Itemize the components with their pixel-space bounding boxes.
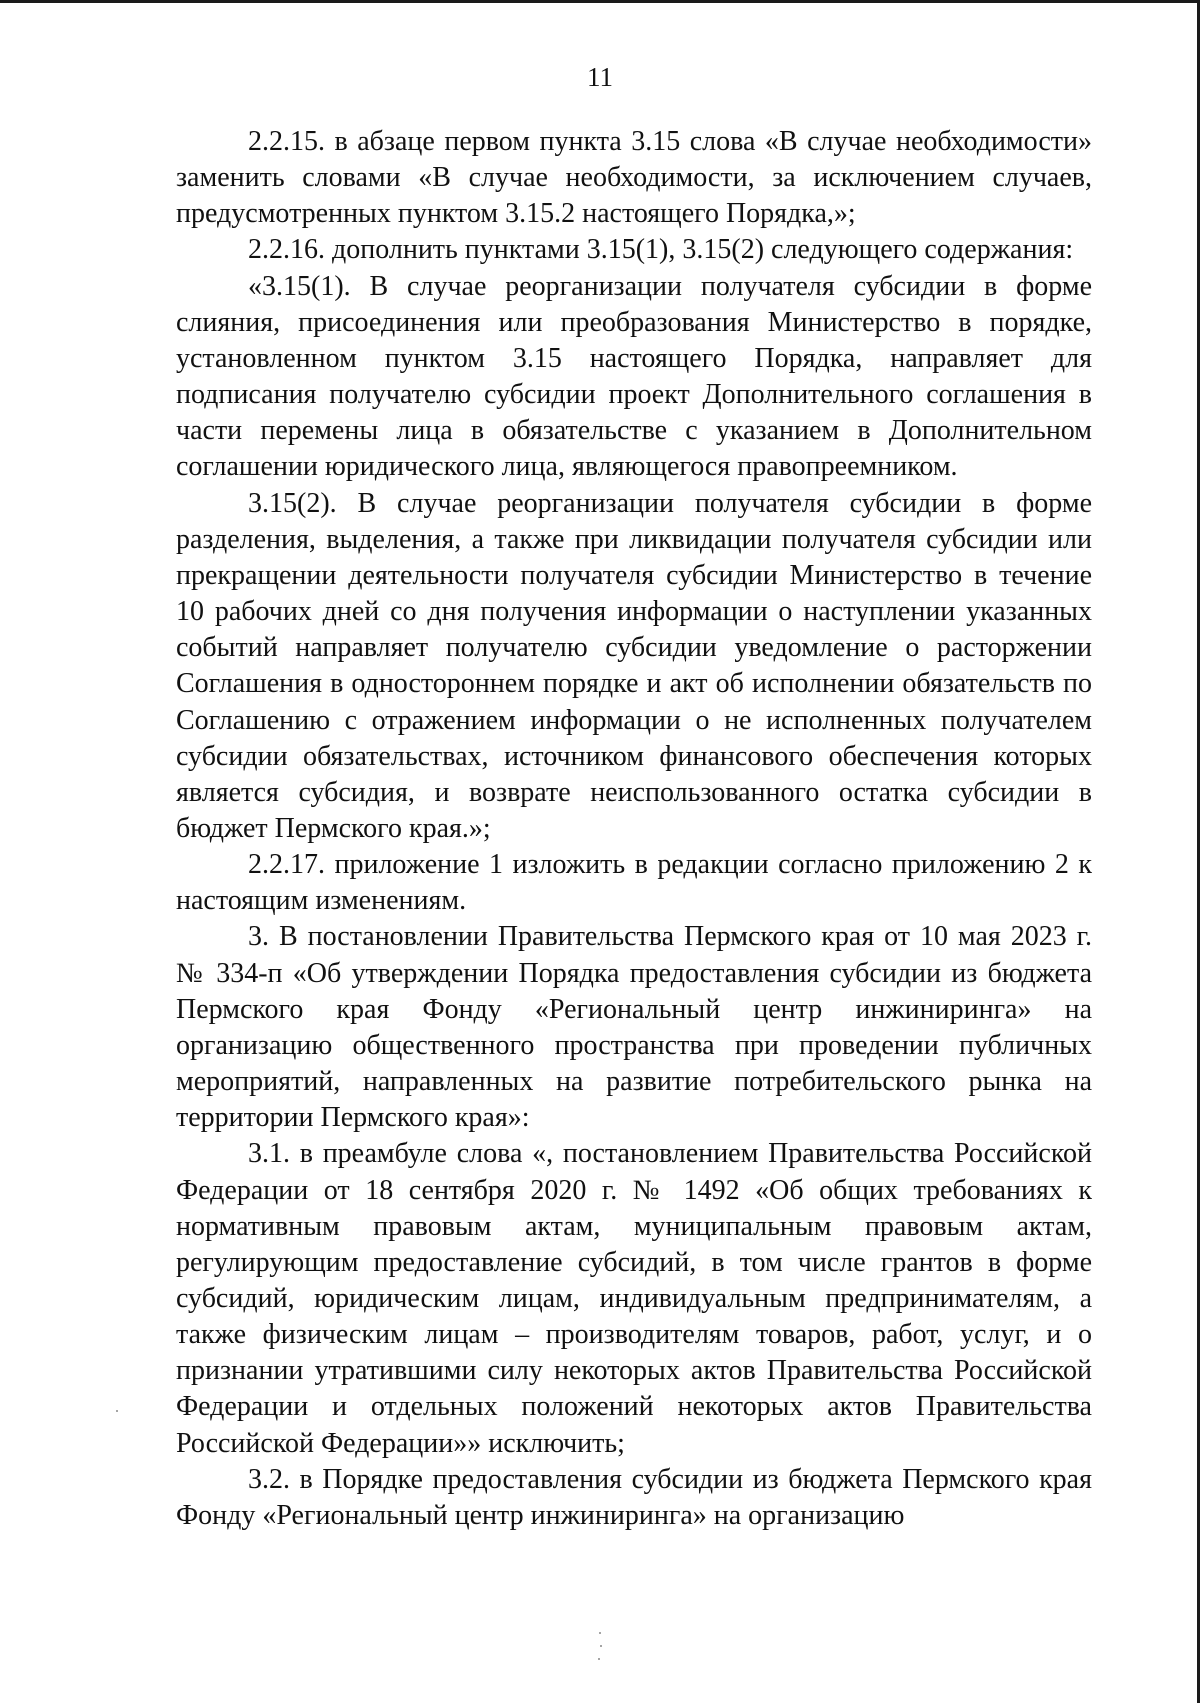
scan-speck <box>598 1658 600 1660</box>
scan-speck <box>599 1632 601 1634</box>
paragraph-3: 3. В постановлении Правительства Пермского края от 10 мая 2023 г. № 334-п «Об утверждении Порядка предоставления субсидии из бюджета Пермского края Фонду «Региональный центр инжиниринга» на организацию общественного пространства при проведении публичных мероприятий, направленных на развитие потребительского рынка на территории Пермского края»: <box>176 921 1092 1134</box>
paragraph-3-1: 3.1. в преамбуле слова «, постановлением Правительства Российской Федерации от 18 сентября 2020 г. № 1492 «Об общих требованиях к нормативным правовым актам, муниципальным правовым актам, регулирующим предоставление субсидий, в том числе грантов в форме субсидий, юридическим лицам, индивидуальным предпринимателям, а также физическим лицам – производителям товаров, работ, услуг, и о признании утратившими силу некоторых актов Правительства Российской Федерации и отдельных положений некоторых актов Правительства Российской Федерации»» исключить; <box>176 1138 1092 1459</box>
document-body <box>176 124 1092 1534</box>
paragraph-2-2-17: 2.2.17. приложение 1 изложить в редакции согласно приложению 2 к настоящим изменениям. <box>176 849 1092 917</box>
scan-edge-top <box>0 0 1200 3</box>
paragraph-2-2-16: 2.2.16. дополнить пунктами 3.15(1), 3.15(2) следующего содержания: <box>248 234 1074 266</box>
paragraph-2-2-15: 2.2.15. в абзаце первом пункта 3.15 слова «В случае необходимости» заменить словами «В случае необходимости, за исключением случаев, предусмотренных пунктом 3.15.2 настоящего Порядка,»; <box>176 126 1092 230</box>
paragraph-3-15-2: 3.15(2). В случае реорганизации получателя субсидии в форме разделения, выделения, а также при ликвидации получателя субсидии или прекращении деятельности получателя субсидии Министерство в течение 10 рабочих дней со дня получения информации о наступлении указанных событий направляет получателю субсидии уведомление о расторжении Соглашения в одностороннем порядке и акт об исполнении обязательств по Соглашению с отражением информации о не исполненных получателем субсидии обязательствах, источником финансового обеспечения которых является субсидия, и возврате неиспользованного остатка субсидии в бюджет Пермского края.»; <box>176 487 1092 844</box>
page-number: 11 <box>587 62 613 92</box>
paragraph-3-2: 3.2. в Порядке предоставления субсидии из бюджета Пермского края Фонду «Региональный центр инжиниринга» на организацию <box>176 1463 1092 1531</box>
scan-speck <box>600 1645 602 1647</box>
paragraph-3-15-1: «3.15(1). В случае реорганизации получателя субсидии в форме слияния, присоединения или преобразования Министерство в порядке, установленном пунктом 3.15 настоящего Порядка, направляет для подписания получателю субсидии проект Дополнительного соглашения в части перемены лица в обязательстве с указанием в Дополнительном соглашении юридического лица, являющегося правопреемником. <box>176 270 1092 483</box>
scan-speck <box>116 1410 118 1412</box>
